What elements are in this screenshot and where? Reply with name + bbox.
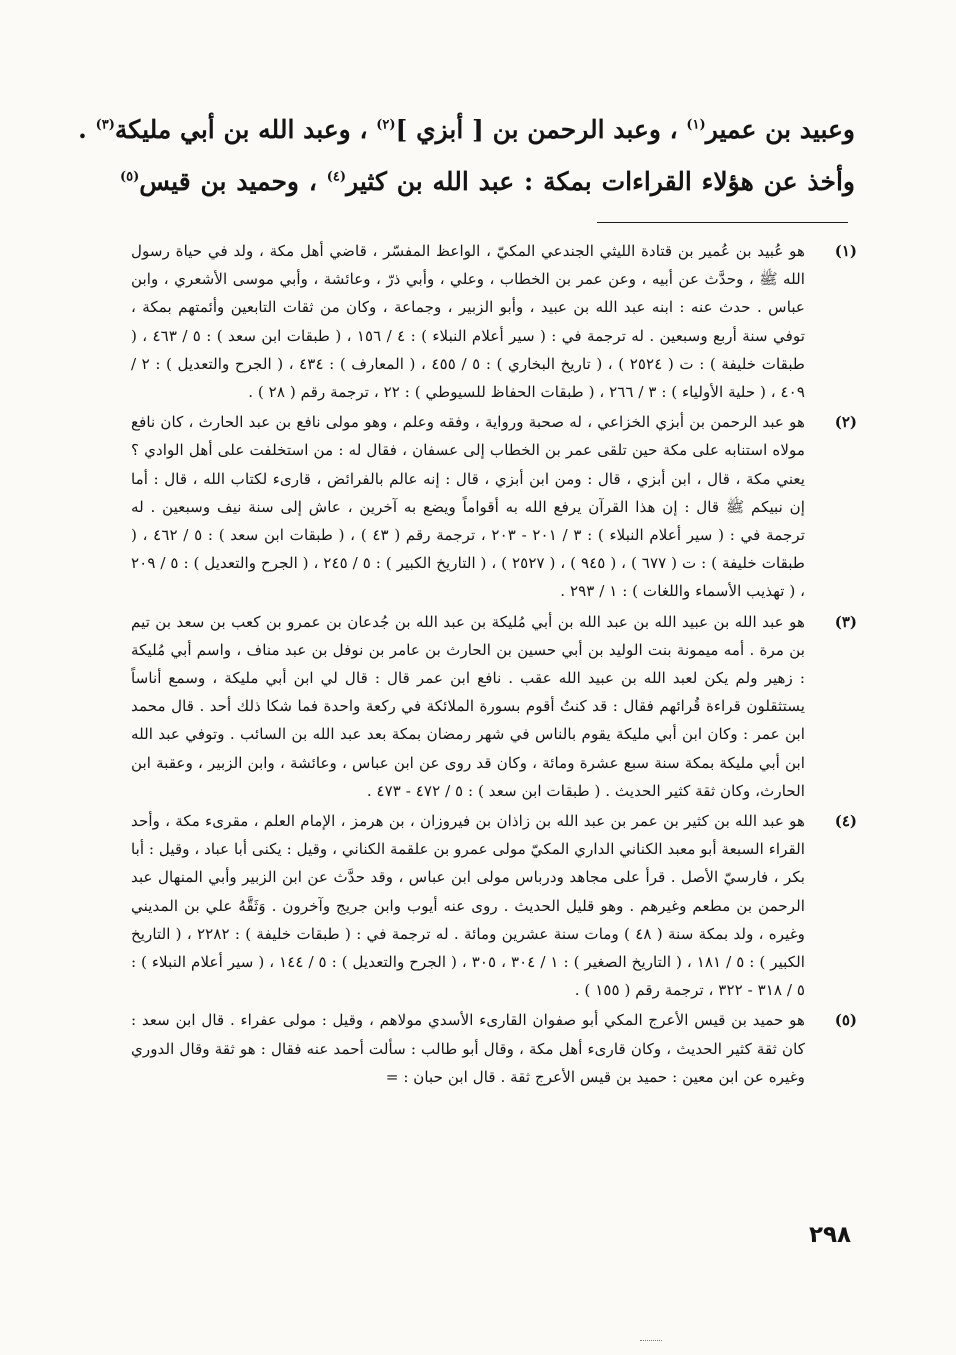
- footnote-1: [131, 237, 857, 406]
- footnotes: [131, 237, 857, 1093]
- footnote-number: (٥): [834, 1011, 857, 1030]
- scan-mark: [640, 1340, 662, 1341]
- footnote-ref-5[interactable]: (٥): [120, 169, 140, 185]
- footnote-number: (٤): [834, 812, 857, 831]
- main-text: [78, 104, 855, 208]
- footnote-ref-3[interactable]: (٣): [95, 117, 115, 133]
- footnote-ref-1[interactable]: (١): [686, 117, 706, 133]
- footnote-text: هو عبد الرحمن بن أبزي الخزاعي ، له صحبة ورواية ، وفقه وعلم ، وهو مولى نافع بن عبد الحارث ، كان نافع مولاه استنابه على مكة حين تلقى عمر بن الخطاب إلى عسفان ، فقال له : من استخلفت على أهل الوادي ؟ يعني مكة ، قال ، ابن أبزي ، قال : ومن ابن أبزي ، قال : إنه عالم بالفرائض ، قارىء لكتاب الله ، قال : أما إن نبيكم ﷺ قال : إن هذا القرآن يرفع الله به أقواماً ويضع به آخرين ، عاش إلى سنة نيف وسبعين . له ترجمة في : ( سير أعلام النبلاء ) : ٣ / ٢٠١ - ٢٠٣ ، ترجمة رقم ( ٤٣ ) ، ( طبقات ابن سعد ) : ٥ / ٤٦٢ ، ( طبقات خليفة ) : ت ( ٦٧٧ ) ، ( ٩٤٥ ) ، ( ٢٥٢٧ ) ، ( التاريخ الكبير ) : ٥ / ٢٤٥ ، ( الجرح والتعديل ) : ٥ / ٢٠٩ ، ( تهذيب الأسماء واللغات ) : ١ / ٢٩٣ .: [131, 413, 806, 601]
- footnote-2: [131, 408, 857, 605]
- footnote-number: (٢): [834, 413, 857, 432]
- footnote-text: هو عبد الله بن كثير بن عمر بن عبد الله بن زاذان بن فيروزان ، بن هرمز ، الإمام العلم ، مقرىء مكة ، وأحد القراء السبعة أبو معبد الكناني الداري المكيّ مولى عمرو بن علقمة الكناني ، وقيل : يكنى أبا عباد ، وقيل : أبا بكر ، فارسيّ الأصل . قرأ على مجاهد ودرباس مولى ابن عباس ، وقد حدَّث عن ابن الزبير وأبي المنهال عبد الرحمن بن مطعم وغيرهم . وهو قليل الحديث . روى عنه أيوب وابن جريج وآخرون . وَثَقَّهُ علي بن المديني وغيره ، ولد بمكة سنة ( ٤٨ ) ومات سنة عشرين ومائة . له ترجمة في : ( طبقات خليفة ) : ٢٢٨٢ ، ( التاريخ الكبير ) : ٥ / ١٨١ ، ( التاريخ الصغير ) : ١ / ٣٠٤ ، ٣٠٥ ، ( الجرح والتعديل ) : ٥ / ١٤٤ ، ( سير أعلام النبلاء ) : ٥ / ٣١٨ - ٣٢٢ ، ترجمة رقم ( ١٥٥ ) .: [131, 812, 805, 1000]
- footnote-ref-2[interactable]: (٢): [376, 117, 396, 133]
- main-line-1: وعبيد بن عمير$^{(١)}$ ، وعبد الرحمن بن [ أبزي ]$^{(٢)}$ ، وعبد الله بن أبي مليكة$^{(٣)}$ .: [78, 115, 855, 144]
- footnote-text: هو حميد بن قيس الأعرج المكي أبو صفوان القارىء الأسدي مولاهم ، وقيل : مولى عفراء . قال ابن سعد : كان ثقة كثير الحديث ، وكان قارىء أهل مكة ، وقال أبو طالب : سألت أحمد عنه فقال : هو ثقة وقال الدوري وغيره عن ابن معين : حميد بن قيس الأعرج ثقة . قال ابن حبان : =: [131, 1011, 805, 1086]
- footnote-3: [131, 608, 857, 805]
- page-number: ٢٩٨: [808, 1222, 852, 1248]
- footnote-text: هو عُبيد بن عُمير بن قتادة الليثي الجندعي المكيّ ، الواعظ المفسّر ، قاضي أهل مكة ، ولد في حياة رسول الله ﷺ ، وحدَّث عن أبيه ، وعن عمر بن الخطاب ، وعلي ، وأبي ذرّ ، وعائشة ، وأبي موسى الأشعري ، وابن عباس . حدث عنه : ابنه عبد الله بن عبيد ، وأبو الزبير ، وجماعة ، وكان من ثقات التابعين وأئمتهم بمكة ، توفي سنة أربع وسبعين . له ترجمة في : ( سير أعلام النبلاء ) : ٤ / ١٥٦ ، ( طبقات ابن سعد ) : ٥ / ٤٦٣ ، ( طبقات خليفة ) : ت ( ٢٥٢٤ ) ، ( تاريخ البخاري ) : ٥ / ٤٥٥ ، ( المعارف ) : ٤٣٤ ، ( الجرح والتعديل ) : ٢ / ٤٠٩ ، ( حلية الأولياء ) : ٣ / ٢٦٦ ، ( طبقات الحفاظ للسيوطي ) : ٢٢ ، ترجمة رقم ( ٢٨ ) .: [131, 242, 805, 402]
- footnote-number: (٣): [834, 612, 857, 631]
- footnote-separator: [597, 222, 848, 223]
- footnote-number: (١): [834, 242, 857, 260]
- footnote-ref-4[interactable]: (٤): [326, 169, 347, 185]
- footnote-5: [131, 1006, 857, 1091]
- main-line-2: وأخذ عن هؤلاء القراءات بمكة : عبد الله بن كثير$^{(٤)}$ ، وحميد بن قيس$^{(٥)}$: [120, 167, 855, 196]
- footnote-4: [131, 807, 857, 1004]
- footnote-text: هو عبد الله بن عبيد الله بن عبد الله بن أبي مُليكة بن عبد الله بن جُدعان بن عمرو بن كعب بن سعد بن تيم بن مرة . أمه ميمونة بنت الوليد بن أبي حسين بن الحارث بن عامر بن نوفل بن عبد مناف ، واسم أبي مُليكة : زهير ولم يكن لعبد الله بن عبيد الله عقب . نافع ابن عمر قال : قال لي ابن أبي مليكة ، وسمع أناساً يستثقلون قراءة قُرائهم فقال : قد كنتُ أقوم بسورة الملائكة في ركعة واحدة فما شكا ذلك أحد . قال محمد ابن عمر : وكان ابن أبي مليكة يقوم بالناس في شهر رمضان بمكة بعد عبد الله بن السائب . وتوفي عبد الله ابن أبي مليكة بمكة سنة سبع عشرة ومائة ، وكان قد روى عن ابن عباس ، وعائشة ، وابن الزبير ، وعقبة ابن الحارث، وكان ثقة كثير الحديث . ( طبقات ابن سعد ) : ٥ / ٤٧٢ - ٤٧٣ .: [131, 612, 805, 800]
